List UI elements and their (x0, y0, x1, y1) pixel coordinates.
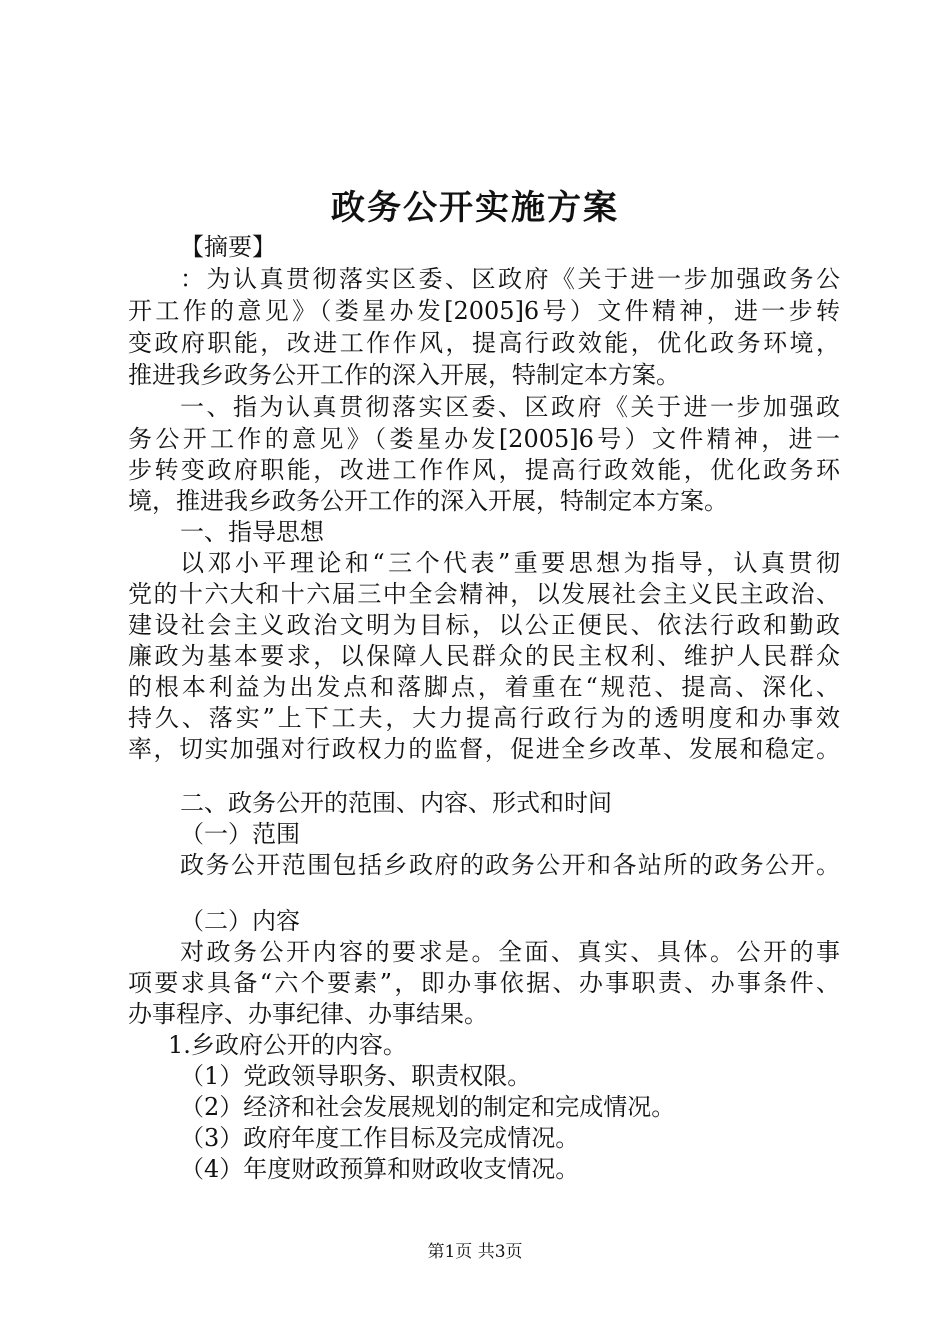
text-line: 持久、落实”上下工夫，大力提高行政行为的透明度和办事效 (128, 704, 840, 732)
section-heading: 一、指导思想 (180, 518, 324, 546)
text-line: 党的十六大和十六届三中全会精神，以发展社会主义民主政治、 (128, 580, 840, 608)
text-line: 以邓小平理论和“三个代表”重要思想为指导，认真贯彻 (180, 549, 840, 577)
text-line: 一、指为认真贯彻落实区委、区政府《关于进一步加强政 (180, 393, 840, 421)
document-title: 政务公开实施方案 (331, 188, 619, 228)
list-heading: 1.乡政府公开的内容。 (168, 1031, 407, 1059)
list-item: （2）经济和社会发展规划的制定和完成情况。 (180, 1093, 676, 1121)
text-line: 境，推进我乡政务公开工作的深入开展，特制定本方案。 (128, 487, 728, 515)
text-line: 对政务公开内容的要求是。全面、真实、具体。公开的事 (180, 938, 840, 966)
list-item: （3）政府年度工作目标及完成情况。 (180, 1124, 580, 1152)
subsection-heading: （二）内容 (180, 907, 300, 935)
text-line: 率，切实加强对行政权力的监督，促进全乡改革、发展和稳定。 (128, 735, 840, 763)
text-line: 建设社会主义政治文明为目标，以公正便民、依法行政和勤政 (128, 611, 840, 639)
text-line: 政务公开范围包括乡政府的政务公开和各站所的政务公开。 (180, 851, 840, 879)
text-line: 步转变政府职能，改进工作作风，提高行政效能，优化政务环 (128, 456, 840, 484)
section-heading: 二、政务公开的范围、内容、形式和时间 (180, 789, 612, 817)
text-line: 的根本利益为出发点和落脚点，着重在“规范、提高、深化、 (128, 673, 840, 701)
page-footer: 第1页 共3页 (427, 1242, 523, 1262)
subsection-heading: （一）范围 (180, 820, 300, 848)
text-line: 开工作的意见》（娄星办发[2005]6号）文件精神，进一步转 (128, 297, 840, 325)
text-line: 推进我乡政务公开工作的深入开展，特制定本方案。 (128, 361, 680, 389)
list-item: （4）年度财政预算和财政收支情况。 (180, 1155, 580, 1183)
text-line: ：为认真贯彻落实区委、区政府《关于进一步加强政务公 (180, 265, 840, 293)
abstract-heading: 【摘要】 (180, 233, 276, 261)
text-line: 务公开工作的意见》（娄星办发[2005]6号）文件精神，进一 (128, 425, 840, 453)
text-line: 变政府职能，改进工作作风，提高行政效能，优化政务环境， (128, 329, 840, 357)
list-item: （1）党政领导职务、职责权限。 (180, 1062, 532, 1090)
text-line: 廉政为基本要求，以保障人民群众的民主权利、维护人民群众 (128, 642, 840, 670)
text-line: 项要求具备“六个要素”，即办事依据、办事职责、办事条件、 (128, 969, 840, 997)
text-line: 办事程序、办事纪律、办事结果。 (128, 1000, 488, 1028)
